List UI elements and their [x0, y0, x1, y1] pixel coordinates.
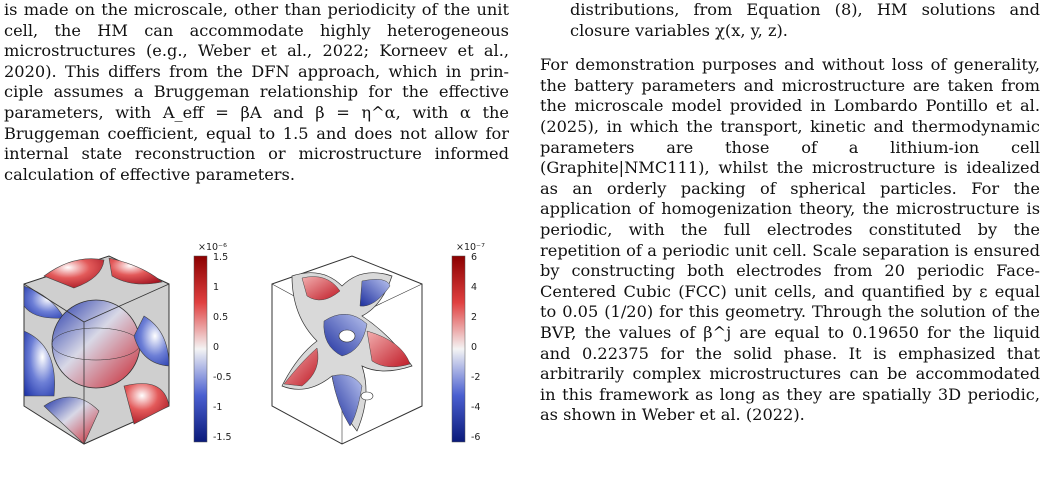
text-line: unit cell, the HM can accommodate highly heterogeneous: [4, 0, 509, 40]
colorbar-exponent: ×10⁻⁶: [198, 242, 227, 253]
text-line: calculation of effective parameters.: [4, 164, 295, 184]
left-paragraph: [4, 0, 509, 185]
colorbar-left: [194, 256, 207, 442]
right-text-column: [540, 0, 1040, 426]
right-paragraph: For demonstration purposes and without loss of generality, the battery parameters and microstructure are taken from the microscale model provided in Lombardo Pontillo et al. (2025), in which the transport, kinetic and thermodynamic parameters are those of a lithium-ion cell (Graphite|NMC111), whilst the microstructure is idealized as an orderly packing of spherical particles. For the application of homogenization theory, the microstructure is periodic, with the full electrodes constituted by the repetition of a periodic unit cell. Scale separation is ensured by constructing both electrodes from 20 periodic Face-Centered Cubic (FCC) unit cells, and quantified by ε equal to 0.05 (1/20) for this geometry. Through the solution of the BVP, the values of β^j are equal to 0.19650 for the liquid and 0.22375 for the solid phase. It is emphasized that arbitrarily complex microstructures can be accommodated in this framework as long as they are spatially 3D periodic, as shown in Weber et al. (2022).: [540, 55, 1040, 425]
colorbar-tick-label: -2: [471, 372, 481, 383]
text-line: is made on the microscale, other than periodicity of the: [4, 0, 471, 19]
text-line: microstructures (e.g., Weber et al., 2022; Korneev et al.,: [4, 41, 509, 61]
colorbar-tick-label: -1: [213, 402, 223, 413]
cube-plot-right: [262, 236, 502, 470]
colorbar-tick-label: -0.5: [213, 372, 232, 383]
colorbar-tick-label: 1: [213, 282, 220, 293]
text-line: internal state reconstruction or microstructure informed: [4, 144, 509, 164]
colorbar-tick-label: 0.5: [213, 312, 229, 323]
colorbar-tick-label: 2: [471, 312, 478, 323]
left-text-column: [4, 0, 509, 185]
colorbar-tick-label: -1.5: [213, 432, 232, 443]
colorbar-exponent: ×10⁻⁷: [456, 242, 485, 253]
colorbar-tick-label: 4: [471, 282, 478, 293]
colorbar-tick-label: 0: [471, 342, 478, 353]
text-line: ciple assumes a Bruggeman relationship for the effective: [4, 82, 509, 102]
cube-plot-left: [4, 236, 254, 470]
text-line: parameters, with A_eff = βA and β = η^α, with α the: [4, 102, 509, 122]
list-item-tail: [570, 0, 1040, 41]
colorbar-tick-label: 1.5: [213, 252, 229, 263]
colorbar-tick-label: 0: [213, 342, 220, 353]
colorbar-tick-label: 6: [471, 252, 478, 263]
colorbar-right: [452, 256, 465, 442]
text-line: Bruggeman coefficient, equal to 1.5 and does not allow for: [4, 123, 509, 143]
text-line: 2020). This differs from the DFN approach, which in prin-: [4, 61, 509, 81]
colorbar-tick-label: -4: [471, 402, 481, 413]
colorbar-tick-label: -6: [471, 432, 481, 443]
text-line: closure variables χ(x, y, z).: [570, 20, 788, 40]
text-line: distributions, from Equation (8), HM solutions and: [570, 0, 1040, 19]
